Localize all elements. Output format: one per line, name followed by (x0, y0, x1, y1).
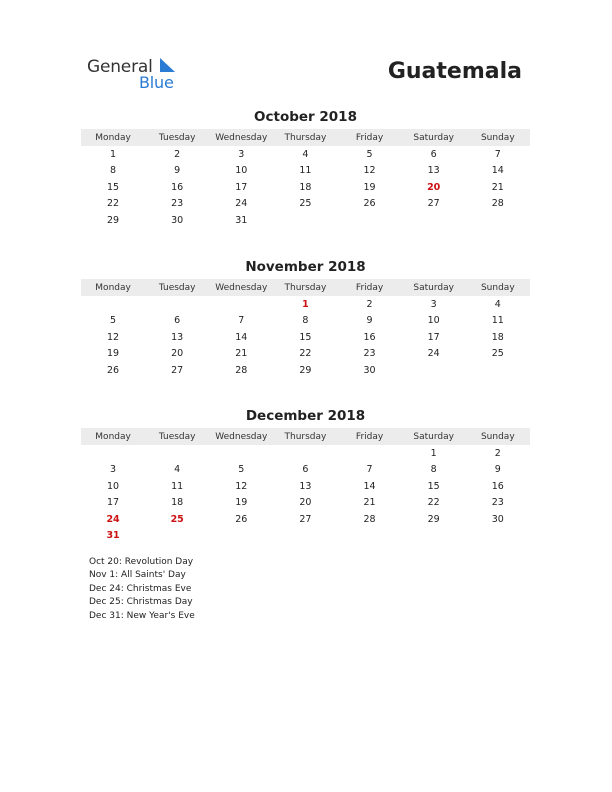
day-cell: 6 (302, 464, 309, 476)
day-cell: 17 (107, 497, 120, 509)
day-cell: 13 (427, 165, 440, 177)
day-cell: 5 (110, 315, 117, 327)
day-cell: 22 (427, 497, 440, 509)
week-row (81, 146, 530, 163)
holiday-note: Dec 24: Christmas Eve (89, 583, 192, 594)
day-cell: 2 (366, 298, 373, 310)
day-cell: 9 (366, 315, 373, 327)
holiday-date: 31 (106, 530, 120, 542)
weekday-label: Friday (355, 132, 384, 143)
weekday-header (81, 279, 530, 296)
day-cell: 28 (363, 513, 376, 525)
day-cell: 17 (427, 331, 440, 343)
generalblue-logo (87, 55, 197, 95)
day-cell: 25 (299, 198, 312, 210)
week-row (81, 362, 530, 379)
day-cell: 8 (110, 165, 117, 177)
day-cell: 26 (363, 198, 376, 210)
day-cell: 28 (235, 364, 248, 376)
week-row (81, 495, 530, 512)
day-cell: 3 (110, 464, 117, 476)
day-cell: 23 (491, 497, 504, 509)
week-row (81, 462, 530, 479)
week-row (81, 478, 530, 495)
day-cell: 7 (366, 464, 373, 476)
day-cell: 9 (494, 464, 501, 476)
day-cell: 21 (363, 497, 376, 509)
weekday-label: Sunday (480, 132, 515, 143)
day-cell: 12 (107, 331, 120, 343)
holiday-note: Oct 20: Revolution Day (89, 557, 194, 567)
day-cell: 20 (171, 348, 184, 360)
day-cell: 22 (299, 348, 312, 360)
day-cell: 4 (494, 298, 501, 310)
day-cell: 5 (366, 148, 373, 160)
day-cell: 11 (299, 165, 312, 177)
country-title: Guatemala (387, 59, 522, 84)
weekday-label: Thursday (284, 431, 327, 442)
day-cell: 27 (427, 198, 440, 210)
weekday-label: Saturday (413, 431, 454, 442)
day-cell: 15 (107, 181, 120, 193)
day-cell: 15 (427, 480, 440, 492)
weekday-label: Friday (355, 282, 384, 293)
day-cell: 16 (363, 331, 376, 343)
weekday-label: Tuesday (158, 132, 196, 143)
weekday-label: Monday (95, 132, 131, 143)
day-cell: 19 (107, 348, 120, 360)
weekday-label: Wednesday (215, 282, 268, 293)
week-row (81, 528, 530, 545)
weekday-label: Thursday (284, 132, 327, 143)
week-row (81, 196, 530, 213)
month-calendar (81, 107, 530, 229)
day-cell: 28 (491, 198, 504, 210)
day-cell: 12 (363, 165, 376, 177)
day-cell: 30 (363, 364, 376, 376)
day-cell: 10 (427, 315, 440, 327)
holiday-date: 24 (106, 513, 120, 525)
weekday-label: Wednesday (215, 132, 268, 143)
week-row (81, 163, 530, 180)
weekday-header (81, 428, 530, 445)
day-cell: 21 (491, 181, 504, 193)
month-title: December 2018 (245, 408, 366, 424)
day-cell: 29 (427, 513, 440, 525)
day-cell: 31 (235, 214, 248, 226)
day-cell: 25 (491, 348, 504, 360)
day-cell: 7 (238, 315, 245, 327)
day-cell: 21 (235, 348, 248, 360)
day-cell: 24 (427, 348, 440, 360)
day-cell: 17 (235, 181, 248, 193)
day-cell: 23 (363, 348, 376, 360)
day-cell: 22 (107, 198, 120, 210)
day-cell: 27 (171, 364, 184, 376)
day-cell: 27 (299, 513, 312, 525)
weekday-label: Monday (95, 282, 131, 293)
day-cell: 8 (302, 315, 309, 327)
day-cell: 1 (430, 447, 437, 459)
week-row (81, 329, 530, 346)
holiday-note: Dec 25: Christmas Day (89, 597, 193, 608)
day-cell: 23 (171, 198, 184, 210)
week-row (81, 296, 530, 313)
month-title: November 2018 (245, 259, 366, 275)
week-row (81, 313, 530, 330)
day-cell: 30 (491, 513, 504, 525)
day-cell: 24 (235, 198, 248, 210)
day-cell: 19 (363, 181, 376, 193)
day-cell: 20 (299, 497, 312, 509)
day-cell: 1 (110, 148, 117, 160)
day-cell: 26 (235, 513, 248, 525)
holiday-notes (89, 556, 195, 623)
logo-text-blue: Blue (139, 73, 174, 92)
week-row (81, 346, 530, 363)
weekday-label: Monday (95, 431, 131, 442)
month-calendar (81, 257, 530, 379)
weekday-header (81, 129, 530, 146)
day-cell: 3 (430, 298, 437, 310)
holiday-date: 25 (170, 513, 184, 525)
month-title: October 2018 (254, 109, 357, 125)
week-row (81, 212, 530, 229)
weekday-label: Tuesday (158, 282, 196, 293)
day-cell: 18 (171, 497, 184, 509)
week-row (81, 445, 530, 462)
logo-triangle-icon (160, 58, 175, 72)
weekday-label: Thursday (284, 282, 327, 293)
month-calendar (81, 406, 530, 544)
holiday-note: Dec 31: New Year's Eve (89, 610, 195, 621)
day-cell: 16 (491, 480, 504, 492)
day-cell: 8 (430, 464, 437, 476)
day-cell: 2 (494, 447, 501, 459)
day-cell: 18 (491, 331, 504, 343)
day-cell: 4 (174, 464, 181, 476)
holiday-note: Nov 1: All Saints' Day (89, 570, 186, 581)
day-cell: 14 (491, 165, 504, 177)
day-cell: 13 (171, 331, 184, 343)
day-cell: 14 (235, 331, 248, 343)
logo-text-general: General (87, 57, 153, 77)
day-cell: 14 (363, 480, 376, 492)
week-row (81, 179, 530, 196)
day-cell: 4 (302, 148, 309, 160)
day-cell: 6 (174, 315, 181, 327)
weekday-label: Sunday (480, 431, 515, 442)
day-cell: 15 (299, 331, 312, 343)
day-cell: 10 (107, 480, 120, 492)
day-cell: 3 (238, 148, 245, 160)
weekday-label: Wednesday (215, 431, 268, 442)
day-cell: 12 (235, 480, 248, 492)
day-cell: 18 (299, 181, 312, 193)
holiday-date: 20 (427, 181, 441, 193)
day-cell: 11 (491, 315, 504, 327)
day-cell: 9 (174, 165, 181, 177)
day-cell: 16 (171, 181, 184, 193)
day-cell: 19 (235, 497, 248, 509)
day-cell: 29 (299, 364, 312, 376)
day-cell: 10 (235, 165, 248, 177)
day-cell: 11 (171, 480, 184, 492)
day-cell: 2 (174, 148, 181, 160)
day-cell: 13 (299, 480, 312, 492)
weekday-label: Tuesday (158, 431, 196, 442)
day-cell: 6 (430, 148, 437, 160)
day-cell: 26 (107, 364, 120, 376)
day-cell: 30 (171, 214, 184, 226)
holiday-date: 1 (302, 298, 309, 310)
weekday-label: Saturday (413, 132, 454, 143)
day-cell: 5 (238, 464, 245, 476)
day-cell: 7 (494, 148, 501, 160)
week-row (81, 511, 530, 528)
weekday-label: Sunday (480, 282, 515, 293)
weekday-label: Friday (355, 431, 384, 442)
weekday-label: Saturday (413, 282, 454, 293)
day-cell: 29 (107, 214, 120, 226)
